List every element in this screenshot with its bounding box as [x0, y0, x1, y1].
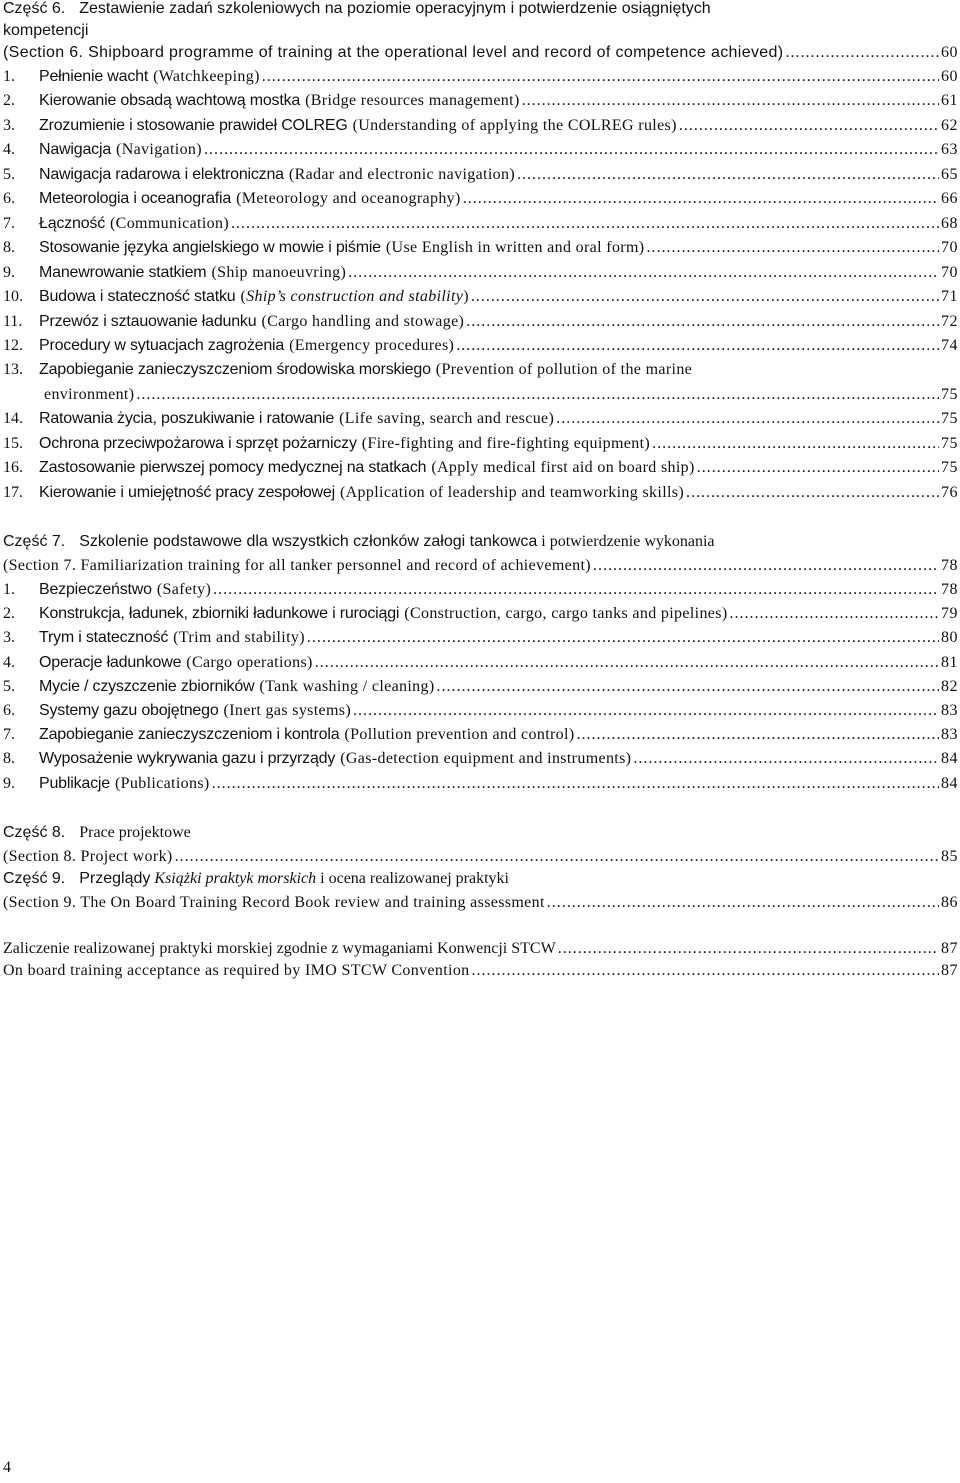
entry-number: 8. [3, 750, 15, 768]
toc-entry-continuation[interactable] [3, 386, 958, 408]
toc-entry[interactable] [3, 215, 958, 237]
entry-title-pl: Kierowanie i umiejętność pracy zespołowej [39, 483, 335, 501]
entry-title-en: (Pollution prevention and control) [344, 726, 575, 744]
entry-title-en-close: ) [463, 288, 469, 306]
entry-number: 1. [3, 581, 15, 598]
dot-leader [522, 92, 939, 110]
entry-title-en: (Publications) [114, 774, 210, 792]
page-ref: 62 [941, 116, 958, 134]
section8-title: Prace projektowe [79, 824, 191, 841]
page-ref: 86 [941, 894, 958, 911]
toc-label: Zaliczenie realizowanej praktyki morskiej zgodnie z wymaganiami Konwencji STCW [3, 940, 556, 957]
entry-title-pl: Stosowanie języka angielskiego w mowie i piśmie [39, 239, 381, 257]
page-ref: 61 [941, 92, 958, 110]
entry-title-pl: Nawigacja radarowa i elektroniczna [39, 165, 284, 183]
entry-number: 14. [3, 410, 23, 428]
entry-number: 12. [3, 336, 23, 354]
dot-leader [686, 484, 939, 502]
toc-entry[interactable] [3, 726, 958, 748]
entry-title-en: (Construction, cargo, cargo tanks and pipelines) [404, 605, 728, 623]
toc-entry[interactable] [3, 166, 958, 188]
dot-leader [633, 750, 939, 768]
entry-title-en: (Tank washing / cleaning) [259, 677, 435, 695]
entry-title-pl: Zrozumienie i stosowanie prawideł COLREG [39, 116, 348, 134]
dot-leader [231, 215, 939, 233]
entry-title-en: (Apply medical first aid on board ship) [431, 459, 695, 477]
page-ref: 74 [941, 336, 958, 354]
entry-title-en: (Watchkeeping) [153, 68, 260, 85]
entry-title-pl: Systemy gazu obojętnego [39, 702, 219, 719]
toc-entry[interactable] [3, 68, 958, 90]
page-ref: 80 [941, 629, 958, 647]
dot-leader [463, 190, 939, 208]
dot-leader [593, 557, 939, 575]
page-ref: 84 [941, 774, 958, 792]
section8-heading [3, 824, 191, 842]
dot-leader [315, 654, 939, 672]
entry-title-en: (Navigation) [116, 141, 202, 159]
dot-leader [456, 337, 939, 355]
dot-leader [558, 940, 939, 958]
entry-title-pl: Konstrukcja, ładunek, zbiorniki ładunkowe i rurociągi [39, 605, 400, 623]
entry-title-pl: Publikacje [39, 774, 110, 792]
final-en-line[interactable] [3, 962, 958, 984]
dot-leader [652, 435, 939, 453]
entry-title-en: (Understanding of applying the COLREG rules) [352, 116, 677, 134]
dot-leader [730, 605, 939, 623]
page-ref: 68 [941, 214, 958, 232]
toc-label: (Section 9. The On Board Training Record Book review and training assessment [3, 894, 545, 911]
entry-title-en: (Emergency procedures) [289, 336, 455, 354]
entry-number: 5. [3, 677, 15, 695]
page-ref: 85 [941, 848, 958, 865]
toc-entry[interactable] [3, 337, 958, 359]
page-ref: 75 [941, 459, 958, 477]
entry-title-pl: Łączność [39, 214, 105, 232]
entry-number: 3. [3, 629, 15, 647]
section6-number: Część 6. [3, 0, 66, 17]
dot-leader [472, 962, 939, 980]
entry-title-en: (Use English in written and oral form) [385, 239, 645, 257]
dot-leader [517, 166, 939, 184]
dot-leader [136, 386, 939, 404]
toc-entry[interactable] [3, 629, 958, 651]
entry-title-pl: Ratowania życia, poszukiwanie i ratowanie [39, 410, 335, 428]
entry-title-en: (Meteorology and oceanography) [236, 190, 461, 208]
toc-label: On board training acceptance as required by IMO STCW Convention [3, 962, 470, 979]
section9-number: Część 9. [3, 870, 66, 887]
dot-leader [212, 775, 939, 793]
entry-title-pl: Zapobieganie zanieczyszczeniom środowiska morskiego [39, 361, 431, 379]
entry-title-en-cont: environment) [44, 385, 135, 403]
toc-entry[interactable] [3, 702, 958, 724]
entry-number: 17. [3, 483, 23, 501]
entry-number: 4. [3, 653, 15, 671]
page-ref: 70 [941, 263, 958, 281]
section7-heading [3, 533, 715, 551]
page-ref: 71 [941, 288, 958, 306]
entry-number: 15. [3, 434, 23, 452]
entry-title-en: (Radar and electronic navigation) [288, 165, 516, 183]
entry-title-pl: Nawigacja [39, 141, 112, 159]
entry-title-en: (Application of leadership and teamworking skills) [339, 483, 685, 501]
section7-title-cont: i potwierdzenie wykonania [541, 533, 715, 550]
toc-label: (Section 6. Shipboard programme of training at the operational level and record of competence achieved) [3, 44, 784, 61]
section7-title: Szkolenie podstawowe dla wszystkich członków załogi tankowca [79, 533, 538, 550]
toc-label: (Section 8. Project work) [3, 848, 173, 865]
page-ref: 75 [941, 385, 958, 403]
page-ref: 87 [941, 940, 958, 957]
page-ref: 78 [941, 581, 958, 598]
toc-entry[interactable] [3, 410, 958, 432]
entry-number: 5. [3, 165, 15, 183]
dot-leader [556, 410, 939, 428]
toc-entry[interactable] [3, 313, 958, 335]
section6-en-line[interactable] [3, 44, 958, 66]
dot-leader [697, 459, 939, 477]
entry-title-en: (Cargo handling and stowage) [261, 312, 465, 330]
dot-leader [204, 141, 939, 159]
section6-heading [3, 0, 711, 18]
section8-en-line[interactable] [3, 848, 958, 870]
toc-label: (Section 7. Familiarization training for all tanker personnel and record of achievement) [3, 557, 591, 574]
toc-entry[interactable] [3, 239, 958, 261]
section9-title: Przeglądy [79, 870, 151, 887]
section9-title-cont: i ocena realizowanej praktyki [320, 870, 509, 887]
page-ref: 78 [941, 557, 958, 574]
entry-number: 1. [3, 68, 15, 85]
entry-title-en: (Cargo operations) [186, 653, 313, 671]
toc-entry[interactable] [3, 361, 958, 383]
dot-leader [213, 581, 939, 599]
page-ref: 76 [941, 483, 958, 501]
section6-title-line1: Zestawienie zadań szkoleniowych na poziomie operacyjnym i potwierdzenie osiągniętych [79, 0, 711, 17]
entry-title-pl: Kierowanie obsadą wachtową mostka [39, 92, 301, 110]
toc-entry[interactable] [3, 605, 958, 627]
section9-heading [3, 870, 509, 888]
dot-leader [175, 848, 939, 866]
entry-title-pl: Wyposażenie wykrywania gazu i przyrządy [39, 750, 336, 768]
page-ref: 72 [941, 312, 958, 330]
page-ref: 83 [941, 726, 958, 744]
toc-entry[interactable] [3, 288, 958, 310]
toc-entry[interactable] [3, 117, 958, 139]
page-ref: 75 [941, 434, 958, 452]
entry-title-pl: Trym i stateczność [39, 629, 169, 647]
entry-number: 6. [3, 190, 15, 208]
page-ref: 75 [941, 410, 958, 428]
entry-number: 8. [3, 239, 15, 257]
entry-title-pl: Budowa i stateczność statku [39, 288, 236, 306]
page-ref: 60 [941, 68, 958, 85]
entry-title-pl: Operacje ładunkowe [39, 653, 182, 671]
toc-entry[interactable] [3, 141, 958, 163]
entry-title-pl: Meteorologia i oceanografia [39, 190, 232, 208]
toc-entry[interactable] [3, 654, 958, 676]
dot-leader [547, 894, 939, 912]
dot-leader [262, 68, 939, 86]
entry-title-pl: Zastosowanie pierwszej pomocy medycznej na statkach [39, 459, 427, 477]
dot-leader [437, 678, 939, 696]
toc-entry[interactable] [3, 459, 958, 481]
section7-number: Część 7. [3, 533, 66, 550]
entry-title-pl: Zapobieganie zanieczyszczeniom i kontrola [39, 726, 340, 744]
entry-title-pl: Mycie / czyszczenie zbiorników [39, 677, 255, 695]
entry-title-en: (Inert gas systems) [223, 702, 352, 719]
toc-entry[interactable] [3, 678, 958, 700]
toc-entry[interactable] [3, 775, 958, 797]
page-ref: 82 [941, 677, 958, 695]
entry-title-en-open: ( [240, 288, 247, 306]
entry-title-pl: Bezpieczeństwo [39, 581, 152, 598]
page-ref: 63 [941, 141, 958, 159]
dot-leader [466, 313, 939, 331]
entry-number: 9. [3, 263, 15, 281]
toc-entry[interactable] [3, 750, 958, 772]
entry-number: 6. [3, 702, 15, 719]
dot-leader [307, 629, 939, 647]
entry-title-en: (Bridge resources management) [305, 92, 520, 110]
page-ref: 81 [941, 653, 958, 671]
page-ref: 79 [941, 605, 958, 623]
dot-leader [471, 288, 939, 306]
toc-entry[interactable] [3, 484, 958, 506]
entry-title-pl: Manewrowanie statkiem [39, 263, 207, 281]
entry-title-en: (Life saving, search and rescue) [339, 410, 555, 428]
entry-number: 10. [3, 288, 23, 306]
toc-entry[interactable] [3, 92, 958, 114]
toc-entry[interactable] [3, 190, 958, 212]
entry-title-pl: Pełnienie wacht [39, 68, 149, 85]
dot-leader [348, 264, 939, 282]
page-ref: 60 [941, 44, 958, 61]
entry-number: 3. [3, 116, 15, 134]
entry-title-en: (Gas-detection equipment and instruments) [340, 750, 632, 768]
entry-number: 11. [3, 312, 23, 330]
page-ref: 87 [941, 962, 958, 979]
page-number: 4 [3, 1459, 11, 1476]
entry-title-en: (Communication) [110, 214, 230, 232]
entry-title-en: (Safety) [156, 581, 212, 598]
entry-title-en: (Fire-fighting and fire-fighting equipment) [361, 434, 651, 452]
dot-leader [577, 726, 939, 744]
toc-entry[interactable] [3, 581, 958, 603]
entry-number: 2. [3, 605, 15, 623]
entry-title-pl: Procedury w sytuacjach zagrożenia [39, 336, 285, 354]
entry-title-pl: Ochrona przeciwpożarowa i sprzęt pożarniczy [39, 434, 357, 452]
entry-number: 16. [3, 459, 23, 477]
entry-number: 4. [3, 141, 15, 159]
section9-title-italic: Książki praktyk morskich [154, 870, 317, 887]
dot-leader [679, 117, 939, 135]
page-ref: 65 [941, 165, 958, 183]
entry-title-en: (Trim and stability) [173, 629, 305, 647]
entry-number: 7. [3, 726, 15, 744]
section7-en-line[interactable] [3, 557, 958, 579]
entry-title-en: (Prevention of pollution of the marine [435, 361, 693, 379]
entry-title-en: (Ship manoeuvring) [211, 263, 347, 281]
page-ref: 70 [941, 239, 958, 257]
entry-title-en [240, 288, 468, 306]
page-ref: 66 [941, 190, 958, 208]
toc-entry[interactable] [3, 264, 958, 286]
entry-number: 2. [3, 92, 15, 110]
dot-leader [786, 44, 940, 62]
entry-number: 7. [3, 214, 15, 232]
page-ref: 83 [941, 702, 958, 719]
dot-leader [646, 239, 939, 257]
entry-title-en-italic: Ship’s construction and stability [246, 288, 464, 306]
entry-number: 9. [3, 774, 15, 792]
section9-en-line[interactable] [3, 894, 958, 916]
toc-entry[interactable] [3, 435, 958, 457]
entry-title-pl: Przewóz i sztauowanie ładunku [39, 312, 257, 330]
section8-number: Część 8. [3, 824, 66, 841]
dot-leader [353, 702, 939, 720]
entry-number: 13. [3, 361, 23, 379]
final-pl-line[interactable] [3, 940, 958, 962]
section6-title-line2: kompetencji [3, 22, 89, 39]
page-ref: 84 [941, 750, 958, 768]
